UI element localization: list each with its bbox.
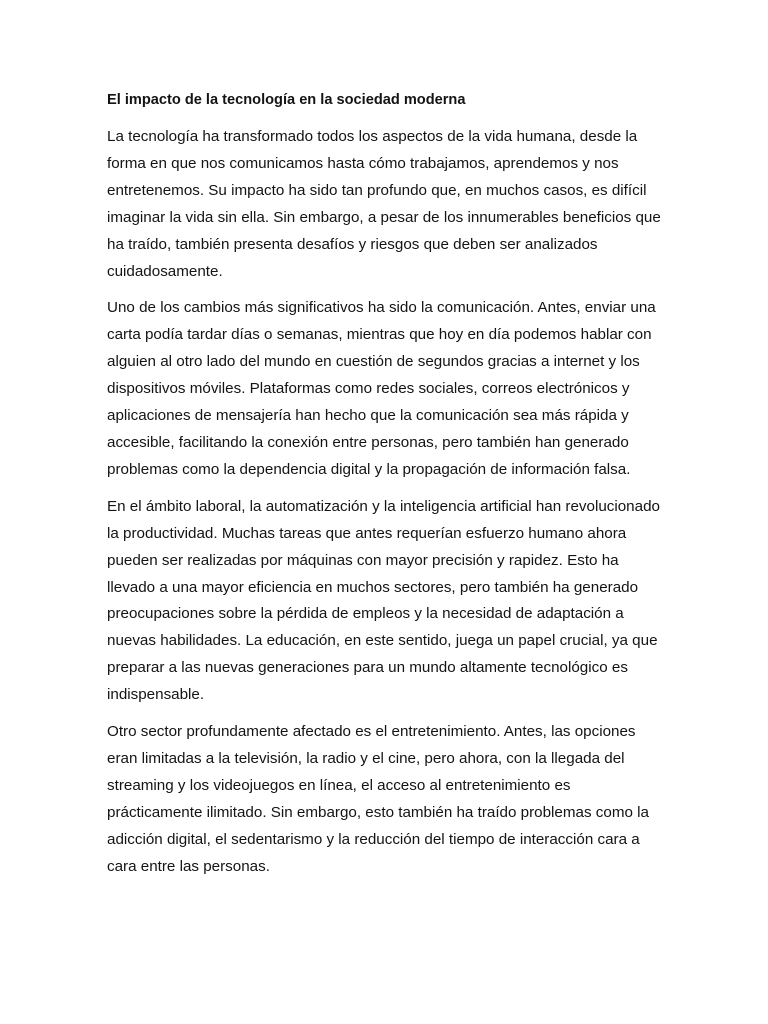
paragraph-work: En el ámbito laboral, la automatización y la inteligencia artificial han revolucionado la productividad. Muchas tareas que antes requerían esfuerzo humano ahora pueden ser realizadas por máquinas con mayor precisión y rapidez. Esto ha llevado a una mayor eficiencia en muchos sectores, pero también ha generado preocupaciones sobre la pérdida de empleos y la necesidad de adaptación a nuevas habilidades. La educación, en este sentido, juega un papel crucial, ya que preparar a las nuevas generaciones para un mundo altamente tecnológico es indispensable. xyxy=(107,497,660,704)
document-title: El impacto de la tecnología en la sociedad moderna xyxy=(107,92,466,108)
paragraph-entertainment: Otro sector profundamente afectado es el entretenimiento. Antes, las opciones eran limitadas a la televisión, la radio y el cine, pero ahora, con la llegada del streaming y los videojuegos en línea, el acceso al entretenimiento es prácticamente ilimitado. Sin embargo, esto también ha traído problemas como la adicción digital, el sedentarismo y la reducción del tiempo de interacción cara a cara entre las personas. xyxy=(107,723,649,875)
paragraph-intro: La tecnología ha transformado todos los aspectos de la vida humana, desde la forma en que nos comunicamos hasta cómo trabajamos, aprendemos y nos entretenemos. Su impacto ha sido tan profundo que, en muchos casos, es difícil imaginar la vida sin ella. Sin embargo, a pesar de los innumerables beneficios que ha traído, también presenta desafíos y riesgos que deben ser analizados cuidadosamente. xyxy=(107,128,661,280)
document-page xyxy=(107,89,663,890)
paragraph-communication: Uno de los cambios más significativos ha sido la comunicación. Antes, enviar una carta podía tardar días o semanas, mientras que hoy en día podemos hablar con alguien al otro lado del mundo en cuestión de segundos gracias a internet y los dispositivos móviles. Plataformas como redes sociales, correos electrónicos y aplicaciones de mensajería han hecho que la comunicación sea más rápida y accesible, facilitando la conexión entre personas, pero también han generado problemas como la dependencia digital y la propagación de información falsa. xyxy=(107,299,656,478)
